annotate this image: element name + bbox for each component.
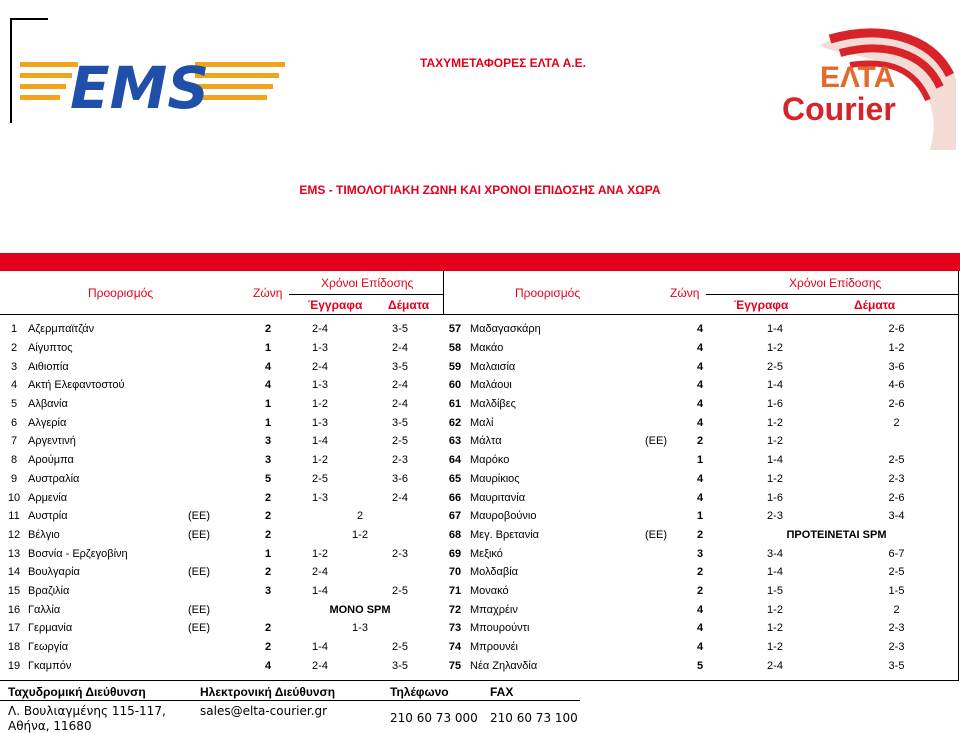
documents-days: 1-2	[312, 398, 328, 411]
row-number: 62	[448, 416, 462, 429]
header-documents-left: Έγγραφα	[308, 298, 363, 312]
zone-value: 2	[264, 622, 272, 635]
country-name: Γεωργία	[28, 641, 69, 654]
row-number: 4	[10, 379, 18, 392]
country-name: Μπαχρέιν	[470, 603, 518, 616]
eu-marker	[645, 600, 685, 619]
documents-days: 1-2	[767, 416, 783, 429]
zone-value: 2	[264, 491, 272, 504]
documents-days: 1-3	[312, 342, 328, 355]
zone-value: 3	[264, 454, 272, 467]
row-number: 18	[7, 641, 21, 654]
table-row	[0, 656, 958, 675]
row-number: 74	[448, 641, 462, 654]
parcels-days	[360, 563, 440, 582]
eu-marker	[645, 619, 685, 638]
parcels-days: 2	[893, 603, 900, 616]
eu-marker	[188, 320, 256, 339]
row-number: 57	[448, 323, 462, 336]
zone-value: 2	[696, 528, 704, 541]
table-row	[0, 488, 958, 507]
eu-marker	[645, 582, 685, 601]
eu-marker: (ΕΕ)	[188, 510, 210, 523]
divider	[443, 271, 444, 315]
row-number: 73	[448, 622, 462, 635]
parcels-days: 2-4	[392, 491, 408, 504]
parcels-days: 2-4	[392, 379, 408, 392]
zone-value: 4	[696, 641, 704, 654]
zone-value: 2	[696, 435, 704, 448]
documents-days: 1-3	[312, 416, 328, 429]
country-name: Αιθιοπία	[28, 360, 69, 373]
row-number: 8	[10, 454, 18, 467]
table-row	[0, 339, 958, 358]
table-row	[0, 638, 958, 657]
divider	[0, 314, 958, 315]
footer-address-line1: Λ. Βουλιαγμένης 115-117,	[8, 704, 166, 718]
row-number: 70	[448, 566, 462, 579]
country-name: Μακάο	[470, 342, 504, 355]
documents-days: 1-4	[767, 323, 783, 336]
zone-value: 1	[696, 510, 704, 523]
table-row	[0, 544, 958, 563]
eu-marker	[645, 413, 685, 432]
ems-logo	[20, 60, 290, 121]
row-number: 11	[8, 510, 20, 523]
documents-days: 1-2	[767, 435, 783, 448]
row-number: 2	[10, 342, 18, 355]
header-delivery-time-left: Χρόνοι Επίδοσης	[321, 276, 414, 290]
zone-value: 1	[264, 342, 272, 355]
row-number: 67	[448, 510, 462, 523]
eu-marker: (ΕΕ)	[188, 622, 210, 635]
table-row	[0, 619, 958, 638]
footer-email-label: Ηλεκτρονική Διεύθυνση	[200, 685, 336, 699]
eu-marker	[645, 376, 685, 395]
country-name: Μάλτα	[470, 435, 502, 448]
parcels-days: 3-5	[392, 659, 408, 672]
table-row	[0, 582, 958, 601]
documents-days: 1-2	[767, 622, 783, 635]
documents-days: 1-4	[767, 566, 783, 579]
header-zone-left: Ζώνη	[253, 286, 283, 300]
eu-marker	[645, 357, 685, 376]
table-row	[0, 600, 958, 619]
parcels-days: 3-4	[888, 510, 905, 523]
eu-marker	[188, 544, 256, 563]
zone-value: 4	[696, 622, 704, 635]
parcels-days: 2	[893, 416, 900, 429]
table-row	[0, 376, 958, 395]
row-number: 9	[10, 472, 18, 485]
documents-days: 2-5	[767, 360, 783, 373]
documents-days: 2-4	[312, 659, 328, 672]
header-parcels-left: Δέματα	[388, 298, 430, 312]
country-name: Μαλάουι	[470, 379, 512, 392]
parcels-days: 1-2	[888, 342, 905, 355]
country-name: Αυστραλία	[28, 472, 80, 485]
eu-marker	[645, 544, 685, 563]
delivery-note: 1-2	[352, 528, 368, 541]
parcels-days	[835, 432, 958, 451]
parcels-days: 2-5	[392, 641, 408, 654]
eu-marker	[645, 638, 685, 657]
zone-value: 4	[696, 342, 704, 355]
row-number: 71	[448, 584, 462, 597]
zone-value: 5	[696, 659, 704, 672]
country-name: Μπουρούντι	[470, 622, 530, 635]
zone-value: 4	[696, 491, 704, 504]
eu-marker	[645, 451, 685, 470]
parcels-days: 3-6	[392, 472, 408, 485]
country-name: Αίγυπτος	[28, 342, 73, 355]
country-name: Μεγ. Βρετανία	[470, 528, 540, 541]
footer-address-line2: Αθήνα, 11680	[8, 719, 92, 733]
eu-marker	[188, 413, 256, 432]
country-name: Μαλί	[470, 416, 494, 429]
row-number: 5	[10, 398, 18, 411]
page-title: EMS - ΤΙΜΟΛΟΓΙΑΚΗ ΖΩΝΗ ΚΑΙ ΧΡΟΝΟΙ ΕΠΙΔΟΣΗΣ ΑΝΑ ΧΩΡΑ	[299, 183, 661, 197]
country-name: Αρμενία	[28, 491, 68, 504]
row-number: 17	[7, 622, 21, 635]
documents-days: 1-2	[767, 641, 783, 654]
header-documents-right: Έγγραφα	[734, 298, 789, 312]
country-name: Αλγερία	[28, 416, 67, 429]
zone-value: 2	[696, 566, 704, 579]
zone-value: 3	[264, 435, 272, 448]
documents-days: 1-4	[312, 584, 328, 597]
documents-days: 2-4	[312, 360, 328, 373]
parcels-days: 4-6	[888, 379, 905, 392]
delivery-note: 2	[356, 510, 364, 523]
row-number: 1	[10, 323, 18, 336]
eu-marker	[645, 656, 685, 675]
zone-value: 1	[264, 547, 272, 560]
row-number: 65	[448, 472, 462, 485]
header-destination-right: Προορισμός	[515, 286, 581, 300]
table-row	[0, 432, 958, 451]
country-name: Αρούμπα	[28, 454, 74, 467]
documents-days: 1-2	[767, 603, 783, 616]
elta-logo-line2: Courier	[782, 91, 896, 127]
eu-marker	[188, 357, 256, 376]
header-parcels-right: Δέματα	[854, 298, 896, 312]
documents-days: 1-2	[767, 472, 783, 485]
zone-value: 1	[264, 416, 272, 429]
eu-marker	[645, 320, 685, 339]
header-delivery-time-right: Χρόνοι Επίδοσης	[789, 276, 882, 290]
row-number: 72	[448, 603, 462, 616]
row-number: 68	[448, 528, 462, 541]
country-name: Γερμανία	[28, 622, 73, 635]
documents-days: 2-3	[767, 510, 783, 523]
documents-days: 1-6	[767, 398, 783, 411]
parcels-days: 2-4	[392, 342, 408, 355]
documents-days: 1-4	[767, 454, 783, 467]
footer-fax: 210 60 73 100	[490, 711, 578, 725]
row-number: 7	[10, 435, 18, 448]
zone-value	[256, 600, 280, 619]
row-number: 16	[7, 603, 21, 616]
country-name: Ακτή Ελεφαντοστού	[28, 379, 125, 392]
table-row	[0, 320, 958, 339]
table-row	[0, 413, 958, 432]
country-name: Αργεντινή	[28, 435, 76, 448]
zone-value: 4	[696, 416, 704, 429]
table-row	[0, 470, 958, 489]
eu-marker	[188, 656, 256, 675]
zone-value: 4	[696, 323, 704, 336]
eu-marker	[188, 432, 256, 451]
zone-value: 2	[264, 323, 272, 336]
country-name: Μαλδίβες	[470, 398, 516, 411]
eu-marker	[188, 582, 256, 601]
country-name: Μπρουνέι	[470, 641, 518, 654]
elta-logo-line1: ΕΛΤΑ	[820, 61, 896, 94]
eu-marker	[188, 451, 256, 470]
divider	[0, 700, 580, 701]
parcels-days: 3-5	[888, 659, 905, 672]
eu-marker	[645, 395, 685, 414]
frame-line	[10, 18, 12, 123]
footer-phone-label: Τηλέφωνο	[390, 685, 449, 699]
footer-postal-label: Ταχυδρομική Διεύθυνση	[8, 685, 146, 699]
table-row	[0, 395, 958, 414]
country-name: Βέλγιο	[28, 528, 60, 541]
parcels-days: 3-5	[392, 416, 408, 429]
parcels-days: 2-6	[888, 323, 905, 336]
footer-phone: 210 60 73 000	[390, 711, 478, 725]
eu-marker	[645, 488, 685, 507]
country-name: Μαδαγασκάρη	[470, 323, 541, 336]
documents-days: 2-4	[312, 323, 328, 336]
zone-value: 4	[264, 360, 272, 373]
documents-days: 2-5	[312, 472, 328, 485]
parcels-days: 1-5	[888, 584, 905, 597]
parcels-days: 2-3	[392, 454, 408, 467]
eu-marker	[188, 395, 256, 414]
zone-value: 2	[264, 566, 272, 579]
documents-days: 2-4	[312, 566, 328, 579]
header-zone-right: Ζώνη	[670, 286, 700, 300]
eu-marker: (ΕΕ)	[645, 435, 667, 448]
parcels-days: 2-5	[888, 566, 905, 579]
row-number: 58	[448, 342, 462, 355]
documents-days: 1-3	[312, 379, 328, 392]
eu-marker: (ΕΕ)	[645, 528, 667, 541]
header-destination-left: Προορισμός	[88, 286, 154, 300]
country-name: Μολδαβία	[470, 566, 519, 579]
parcels-days: 2-6	[888, 398, 905, 411]
eu-marker	[188, 638, 256, 657]
parcels-days: 2-3	[888, 472, 905, 485]
zone-value: 4	[264, 659, 272, 672]
country-name: Βραζιλία	[28, 584, 70, 597]
documents-days: 1-4	[312, 641, 328, 654]
zone-value: 4	[696, 360, 704, 373]
row-number: 19	[7, 659, 21, 672]
eu-marker	[188, 339, 256, 358]
zone-value: 4	[696, 603, 704, 616]
country-name: Μονακό	[470, 584, 509, 597]
zone-value: 2	[264, 528, 272, 541]
eu-marker	[645, 339, 685, 358]
delivery-note: ΠΡΟΤΕΙΝΕΤΑΙ SPM	[786, 528, 887, 541]
country-name: Μαυροβούνιο	[470, 510, 537, 523]
parcels-days: 3-6	[888, 360, 905, 373]
documents-days: 1-4	[767, 379, 783, 392]
documents-days: 1-5	[767, 584, 783, 597]
parcels-days: 6-7	[888, 547, 905, 560]
parcels-days: 2-5	[392, 435, 408, 448]
parcels-days: 2-3	[888, 641, 905, 654]
elta-courier-logo	[780, 25, 958, 160]
documents-days: 1-6	[767, 491, 783, 504]
eu-marker	[188, 488, 256, 507]
parcels-days: 3-5	[392, 323, 408, 336]
row-number: 59	[448, 360, 462, 373]
zone-value: 2	[264, 641, 272, 654]
red-header-bar	[0, 253, 960, 271]
table-row	[0, 507, 958, 526]
eu-marker	[188, 470, 256, 489]
zone-value: 4	[696, 398, 704, 411]
zone-value: 3	[696, 547, 704, 560]
eu-marker	[188, 376, 256, 395]
frame-line	[10, 18, 48, 20]
row-number: 15	[7, 584, 21, 597]
table-row	[0, 526, 958, 545]
row-number: 61	[448, 398, 462, 411]
table-row	[0, 357, 958, 376]
documents-days: 1-2	[767, 342, 783, 355]
zone-value: 5	[264, 472, 272, 485]
country-name: Γκαμπόν	[28, 659, 72, 672]
documents-days: 1-2	[312, 454, 328, 467]
row-number: 64	[448, 454, 462, 467]
parcels-days: 2-5	[392, 584, 408, 597]
parcels-days: 2-3	[392, 547, 408, 560]
footer-email[interactable]: sales@elta-courier.gr	[200, 704, 328, 718]
table-row	[0, 451, 958, 470]
eu-marker	[645, 470, 685, 489]
country-name: Μαλαισία	[470, 360, 516, 373]
eu-marker: (ΕΕ)	[188, 603, 210, 616]
row-number: 3	[10, 360, 18, 373]
divider	[958, 271, 959, 681]
country-name: Βοσνία - Ερζεγοβίνη	[28, 547, 128, 560]
table-row	[0, 563, 958, 582]
row-number: 10	[7, 491, 21, 504]
documents-days: 1-4	[312, 435, 328, 448]
parcels-days: 2-3	[888, 622, 905, 635]
country-name: Νέα Ζηλανδία	[470, 659, 538, 672]
delivery-note: ΜΟΝΟ SPM	[329, 603, 391, 616]
company-name: ΤΑΧΥΜΕΤΑΦΟΡΕΣ ΕΛΤΑ Α.Ε.	[420, 56, 586, 70]
zone-value: 4	[696, 472, 704, 485]
row-number: 6	[10, 416, 18, 429]
parcels-days: 2-4	[392, 398, 408, 411]
country-name: Μαυριτανία	[470, 491, 526, 504]
parcels-days: 3-5	[392, 360, 408, 373]
country-name: Γαλλία	[28, 603, 61, 616]
row-number: 12	[7, 528, 21, 541]
eu-marker	[645, 507, 685, 526]
zone-value: 4	[264, 379, 272, 392]
divider	[0, 680, 958, 681]
eu-marker	[645, 563, 685, 582]
zones-table	[0, 320, 958, 675]
zone-value: 1	[696, 454, 704, 467]
zone-value: 3	[264, 584, 272, 597]
zone-value: 2	[264, 510, 272, 523]
row-number: 13	[7, 547, 21, 560]
parcels-days: 2-6	[888, 491, 905, 504]
country-name: Μεξικό	[470, 547, 503, 560]
row-number: 60	[448, 379, 462, 392]
country-name: Αζερμπαϊτζάν	[28, 323, 95, 336]
zone-value: 4	[696, 379, 704, 392]
row-number: 63	[448, 435, 462, 448]
zone-value: 1	[264, 398, 272, 411]
country-name: Βουλγαρία	[28, 566, 80, 579]
country-name: Αλβανία	[28, 398, 68, 411]
country-name: Μαυρίκιος	[470, 472, 520, 485]
country-name: Αυστρία	[28, 510, 68, 523]
documents-days: 2-4	[767, 659, 783, 672]
documents-days: 1-3	[312, 491, 328, 504]
footer-fax-label: FAX	[490, 685, 514, 699]
eu-marker: (ΕΕ)	[188, 528, 210, 541]
ems-logo-text: EMS	[70, 60, 210, 116]
divider	[289, 294, 443, 295]
row-number: 14	[7, 566, 21, 579]
documents-days: 1-2	[312, 547, 328, 560]
zone-value: 2	[696, 584, 704, 597]
country-name: Μαρόκο	[470, 454, 510, 467]
parcels-days: 2-5	[888, 454, 905, 467]
divider	[706, 294, 958, 295]
row-number: 75	[448, 659, 462, 672]
documents-days: 3-4	[767, 547, 783, 560]
row-number: 69	[448, 547, 462, 560]
delivery-note: 1-3	[352, 622, 368, 635]
row-number: 66	[448, 491, 462, 504]
eu-marker: (ΕΕ)	[188, 566, 210, 579]
